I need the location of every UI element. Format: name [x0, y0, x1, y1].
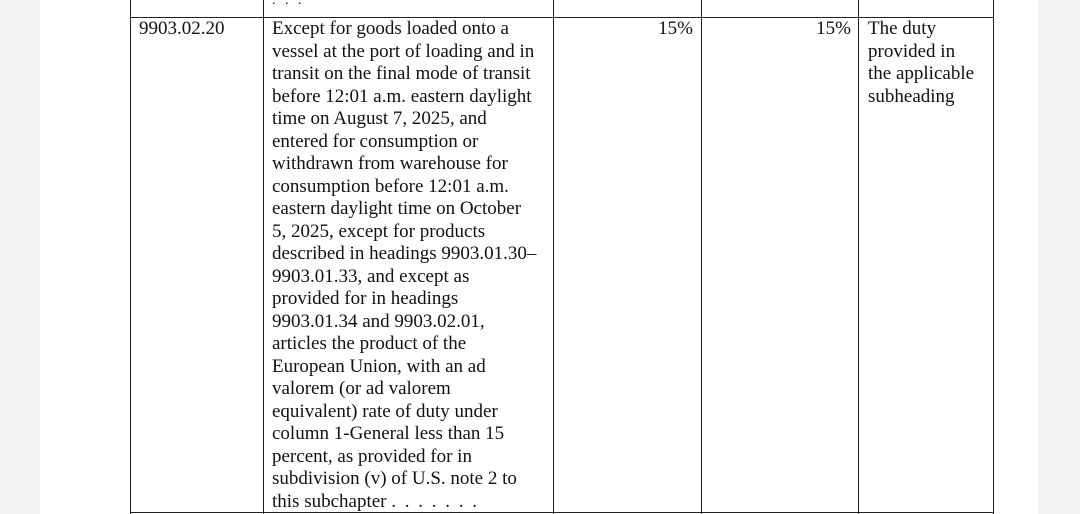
description-line: withdrawn from warehouse for [272, 153, 508, 174]
description-line: entered for consumption or [272, 130, 479, 152]
leader-dots: . . . . . . . [391, 490, 480, 512]
description-line: 5, 2025, except for products [272, 220, 486, 242]
description-line: 9903.01.34 and 9903.02.01, [272, 310, 485, 332]
description-line: eastern daylight time on October [272, 198, 522, 219]
description-line: percent, as provided for in [272, 445, 472, 467]
description-line: articles the product of the [272, 333, 467, 354]
description-line: provided for in headings [272, 288, 459, 309]
description-line: this subchapter [272, 490, 387, 512]
continuation-marker: . . . [272, 0, 305, 8]
description-line: Except for goods loaded onto a [272, 18, 509, 39]
table-col-divider [858, 0, 859, 514]
rate-special: 15% [816, 18, 851, 39]
table-col-divider [993, 0, 994, 514]
description-line-last [272, 491, 536, 514]
description-line: subdivision (v) of U.S. note 2 to [272, 468, 517, 489]
description-line: transit on the final mode of transit [272, 63, 531, 84]
description-line: consumption before 12:01 a.m. [272, 175, 509, 197]
rate-column-2-line: provided in [868, 40, 956, 62]
table-col-divider [130, 0, 131, 514]
description-line: European Union, with an ad [272, 355, 486, 377]
description-line: equivalent) rate of duty under [272, 400, 498, 422]
heading-number: 9903.02.20 [139, 18, 225, 39]
rate-general: 15% [658, 18, 693, 39]
description-line: valorem (or ad valorem [272, 378, 451, 399]
rate-column-2 [868, 18, 974, 108]
rate-column-2-line: the applicable [868, 63, 975, 84]
description-line: before 12:01 a.m. eastern daylight [272, 85, 532, 107]
table-col-divider [263, 0, 264, 514]
table-col-divider [553, 0, 554, 514]
description-line: time on August 7, 2025, and [272, 108, 487, 129]
description-line: column 1-General less than 15 [272, 423, 505, 444]
description-line: vessel at the port of loading and in [272, 40, 535, 62]
table-bottom-border [130, 512, 994, 513]
table-col-divider [701, 0, 702, 514]
rate-column-2-line: The duty [868, 18, 937, 39]
rate-column-2-line: subheading [868, 85, 955, 107]
description-line: 9903.01.33, and except as [272, 265, 470, 287]
table-top-border [130, 17, 994, 18]
description-line: described in headings 9903.01.30– [272, 243, 537, 264]
article-description [272, 18, 536, 513]
